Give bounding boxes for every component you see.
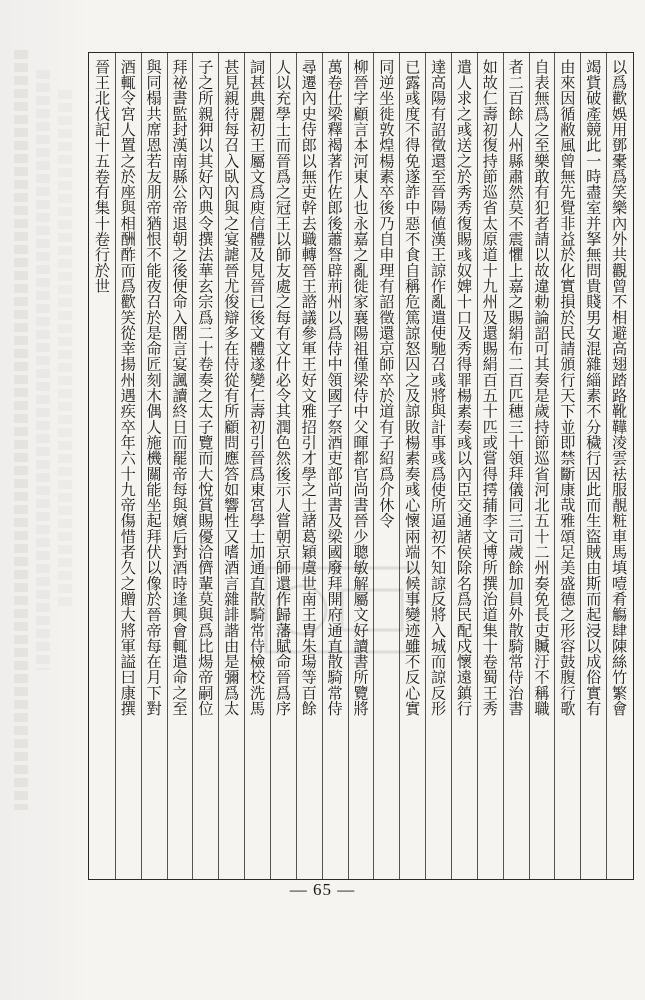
text-column: 竭貲破產競此一時盡室并拏無問貴賤男女混雜緇素不分穢行因此而生盜賊由斯而起浸以成俗實有 <box>584 59 603 717</box>
text-column: 同逆坐徙敦煌楊素卒後乃自申理有詔徵還京師卒於道有子紹爲介休令 <box>377 59 396 529</box>
text-column: 遣人求之彧送之於秀秀復賜彧奴婢十口及秀得罪楊素奏彧以內臣交通諸侯除名爲民配戍懷遠鎮行 <box>454 59 473 717</box>
text-column: 尋遷內史侍郎以無吏幹去職轉晉王諮議參軍王好文雅招引才學之士諸葛穎虞世南王胄朱瑒等百餘 <box>299 59 318 717</box>
column-rule <box>451 53 452 879</box>
column-rule <box>141 53 142 879</box>
column-rule <box>503 53 504 879</box>
left-margin <box>0 0 88 1000</box>
text-column: 甚見親待每召入臥內與之宴謔晉尤俊辯多在侍從有所顧問應答如響性又嗜酒言雜誹諧由是彌爲太 <box>222 59 241 717</box>
column-rule <box>373 53 374 879</box>
column-rule <box>115 53 116 879</box>
text-column: 酒輒令宮人置之於座與相酬酢而爲歡笑從幸揚州遇疾卒年六十九帝傷惜者久之贈大將軍謚曰康撰 <box>118 59 137 717</box>
text-column: 拜祕書監封漢南縣公帝退朝之後便命入閤言宴諷讀終日而罷帝每與嬪后對酒時逢興會輒遣命之至 <box>170 59 189 717</box>
text-column: 萬卷仕梁釋褐著作佐郎後蕭詧辟荊州以爲侍中領國子祭酒吏部尚書及梁國廢拜開府通直散騎常侍 <box>325 59 344 717</box>
text-column: 已露彧度不得免遂詐中惡不食自稱危篤諒怒囚之及諒敗楊素奏彧心懷兩端以候事變迹雖不反心實 <box>403 59 422 717</box>
text-column: 人以充學士而晉爲之冠王以師友處之每有文什必令其潤色然後示人嘗朝京師還作歸藩賦命晉爲序 <box>273 59 292 717</box>
text-column: 柳晉字顧言本河東人也永嘉之亂徙家襄陽祖僅梁侍中父暉都官尚書晉少聰敏解屬文好讀書所覽將 <box>351 59 370 717</box>
bleed-through-text <box>14 50 28 810</box>
column-rule <box>477 53 478 879</box>
column-rule <box>192 53 193 879</box>
text-column: 以爲歡娛用鄧㯻爲笑樂內外共觀曾不相避高翅踏路靴鞾淩雲袪服靚粧車馬填噎肴觴肆陳絲竹繁會 <box>610 59 629 717</box>
text-column: 由來因循敝風曾無先覺非益於化實損於民請頒行天下並即禁斷康哉雅頌足美盛德之形容鼓腹行歌 <box>558 59 577 717</box>
text-block-frame <box>88 52 634 880</box>
bleed-through-text <box>36 70 50 670</box>
column-rule <box>270 53 271 879</box>
column-rule <box>399 53 400 879</box>
bleed-through-text <box>58 90 72 610</box>
column-rule <box>554 53 555 879</box>
column-rule <box>580 53 581 879</box>
text-column: 達高陽有詔徵還至晉陽値漢王諒作亂遣使馳召彧將與計事彧爲使所逼初不知諒反將入城而諒反形 <box>429 59 448 717</box>
text-column: 詞甚典麗初王屬文爲庾信體及見晉已後文體遂變仁壽初引晉爲東宮學士加通直散騎常侍檢校洗馬 <box>248 59 267 717</box>
page-number: — 65 — <box>289 880 356 899</box>
column-rule <box>296 53 297 879</box>
text-column: 與同榻共席恩若友朋帝猶恨不能夜召於是命匠刻木偶人施機關能坐起拜伏以像於晉帝每在月下對 <box>144 59 163 717</box>
column-rule <box>218 53 219 879</box>
column-rule <box>348 53 349 879</box>
column-rule <box>167 53 168 879</box>
column-rule <box>529 53 530 879</box>
text-column: 者二百餘人州縣肅然莫不震懼上嘉之賜絹布二百匹穗三十領拜儀同三司歲餘加員外散騎常侍治書 <box>506 59 525 717</box>
column-rule <box>425 53 426 879</box>
text-column: 如故仁壽初復持節巡省太原道十九州及還賜絹百五十匹或嘗得摴蒱李文博所撰治道集十卷蜀王秀 <box>480 59 499 717</box>
text-column: 晉王北伐記十五卷有集十卷行於世 <box>92 59 111 294</box>
column-rule <box>244 53 245 879</box>
text-column: 子之所親狎以其好內典令撰法華玄宗爲二十卷奏之太子覽而大悅賞賜優洽儕輩莫與爲比煬帝嗣位 <box>196 59 215 717</box>
column-rule <box>322 53 323 879</box>
column-rule <box>606 53 607 879</box>
text-column: 自表無爲之至樂敢有犯者請以故違勅論詔可其奏是歲持節巡省河北五十二州奏免長吏贓汙不稱職 <box>532 59 551 717</box>
